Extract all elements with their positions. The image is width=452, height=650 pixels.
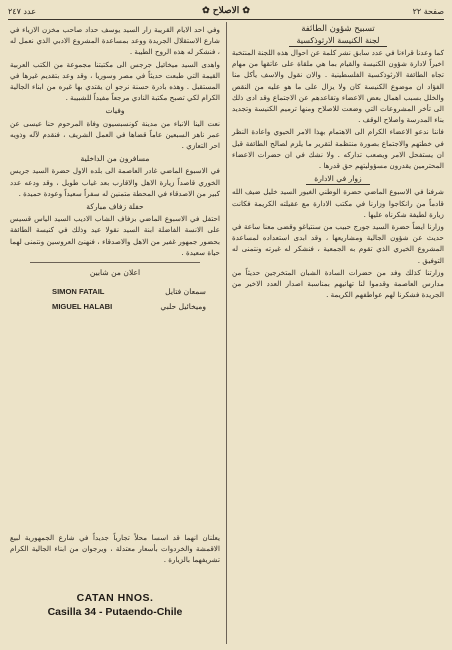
article-paragraph: فاننا ندعو الاعضاء الكرام الى الاهتمام بهذا الامر الحيوي واعادة النظر في خطتهم والاجتماع بصورة منتظمة لتقرير ما يلزم لصالح الطائفة قبل ان يستفحل الامر ويصعب تداركه . ولا نشك في ان حضرات الاعضاء المحترمين يقدرون مسؤوليتهم حق قدرها . <box>232 127 444 171</box>
wedding-text: احتفل في الاسبوع الماضي بزفاف الشاب الاديب السيد الياس قسيس على الانسة الفاضلة ابنة السيد نقولا عيد وذلك في كنيسة الطائفة بحضور جمهور غفير من الاهل والاصدقاء ، فنهنئ العروسين ونتمنى لهما حياة سعيدة . <box>10 214 220 257</box>
name-row <box>10 299 220 314</box>
name-arabic: سمعان فتايل <box>165 287 206 297</box>
deaths-text: نعت الينا الانباء من مدينة كونسبسيون وفاة المرحوم حنا عيسى عن عمر ناهز السبعين عاماً قضاها في العمل الشريف ، فنقدم لآله وذويه احر التعازي . <box>10 118 220 151</box>
name-latin: SIMON FATAIL <box>52 287 105 297</box>
name-latin: MIGUEL HALABI <box>52 302 113 312</box>
issue-number: عدد ٢٤٧ <box>8 6 36 16</box>
news-title: زوار في الادارة <box>306 173 369 185</box>
company-address: Casilla 34 - Putaendo-Chile <box>47 606 183 618</box>
subheading-travellers: مسافرون من الداخلية <box>80 154 150 164</box>
separator-rule <box>30 262 200 263</box>
subheading-deaths: وفيات <box>105 106 125 116</box>
announcement-heading: اعلان من شابين <box>89 268 141 278</box>
article-paragraph: واهدى السيد ميخائيل جرجس الى مكتبتنا مجموعة من الكتب العربية القيمة التي طبعت حديثاً في مصر وسوريا ، وقد وعد بتقديم غيرها في المستقبل . وهذه بادرة حسنة نرجو ان يقتدي بها غيره من ابناء الجالية الكرام لكي تصبح مكتبة النادي مرجعاً مفيداً للشبيبة . <box>10 59 220 103</box>
company-name: CATAN HNOS. <box>76 592 154 604</box>
subheading-wedding: حفلة زفاف مباركة <box>86 202 144 212</box>
announcement-text: يعلنان انهما قد اسسا محلاً تجارياً جديداً في شارع الجمهورية لبيع الاقمشة والخردوات بأسعار معتدلة ، ويرجوان من ابناء الجالية الكرام تشريفهما بالزيارة . <box>10 533 220 565</box>
news-paragraph: وزارنا ايضاً حضرة السيد جورج حبيب من سنتياغو وقضى معنا ساعة في حديث عن شؤون الجالية ومشاريعها ، وقد ابدى استعداده لمساعدة المشروع الخيري الذي تقوم به الجمعية ، فنشكر له غيرته ونتمنى له التوفيق . <box>232 222 444 265</box>
masthead-title: ✿ الاصلاح ✿ <box>202 6 250 16</box>
company-advert <box>10 592 220 618</box>
page-number: صفحة ٢٢ <box>412 6 444 16</box>
names-block <box>10 284 220 314</box>
news-paragraph: وزارتنا كذلك وفد من حضرات السادة الشبان المتخرجين حديثاً من مدارس العاصمة وقدموا لنا تهانيهم بمناسبة اصدار العدد الاخير من الجريدة فشكرنا لهم عواطفهم الكريمة . <box>232 267 444 300</box>
column-divider <box>226 22 227 644</box>
section-title: تسبيح شؤون الطائفة <box>301 24 375 34</box>
article-paragraph: وفي احد الايام القريبة زار السيد يوسف حداد صاحب مخزن الازياء في شارع الاستقلال الجريدة ووعد بمساعدة المشروع الادبي الذي نعمل له ، فنشكر له هذه الروح الطيبة . <box>10 25 220 57</box>
page-header <box>8 4 444 18</box>
article-paragraph: كما وعدنا قراءنا في عدد سابق نشر كلمة عن احوال هذه اللجنة المنتخبة اخيراً لادارة شؤون الكنيسة والقيام بما هي ملقاة على عاتقها من مهام تجاه الطائفة الارثوذكسية الفلسطينية . والان نقول والاسف يأكل منا الفؤاد ان موضوع الكنيسة كان ولا يزال على ما هو عليه من النقص والخلل بسبب اهمال بعض الاعضاء وتقاعدهم عن الاجتماع وقد ادى ذلك الى تأخر المشروعات التي وضعت للاصلاح ومنها ترميم الكنيسة وتجديد بناء المدرسة واصلاح الوقف . <box>232 48 444 125</box>
name-row <box>10 284 220 299</box>
right-column <box>232 24 444 301</box>
name-arabic: وميخائيل حلبي <box>160 302 206 312</box>
left-column <box>10 24 220 314</box>
news-paragraph: شرفنا في الاسبوع الماضي حضرة الوطني الغيور السيد خليل ضيف الله قادماً من رانكاجوا وزارنا في مكتب الادارة مع عقيلته الكريمة فكانت زيارة لطيفة شكرناه عليها . <box>232 187 444 219</box>
header-rule <box>8 19 444 20</box>
travellers-text: في الاسبوع الماضي غادر العاصمة الى بلده الاول حضرة السيد جريس الخوري قاصداً زيارة الاهل والاقارب بعد غياب طويل ، وقد ودعه عدد كبير من الاصدقاء في المحطة متمنين له سفراً سعيداً وعودة حميدة . <box>10 166 220 198</box>
subsection-title: لجنة الكنيسة الارثوذكسية <box>289 35 388 47</box>
